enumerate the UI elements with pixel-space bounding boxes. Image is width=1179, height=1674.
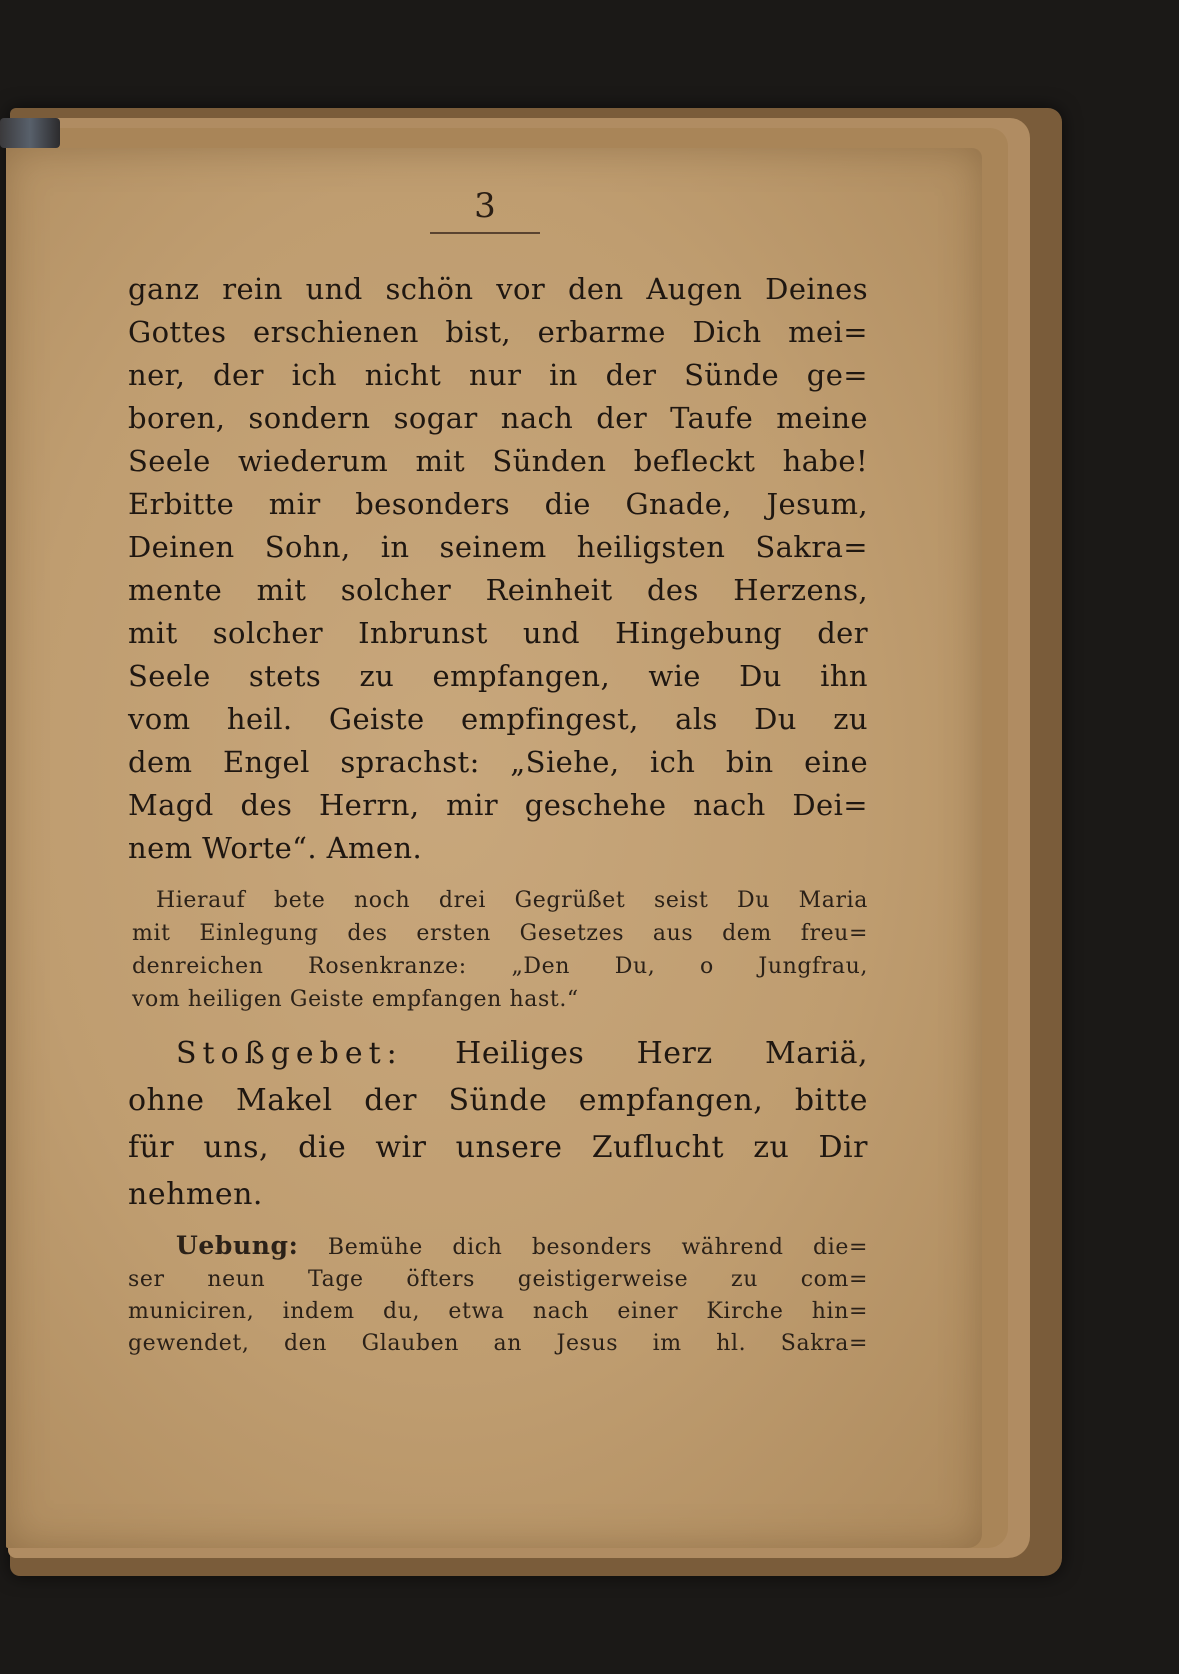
text-line: mit Einlegung des ersten Gesetzes aus dem freu= xyxy=(132,921,868,946)
page-number: 3 xyxy=(474,186,496,226)
page-text xyxy=(128,268,868,1360)
text-line: boren, sondern sogar nach der Taufe meine xyxy=(128,401,868,435)
exercise-first-line-text: Bemühe dich besonders während die= xyxy=(327,1235,868,1260)
text-line: für uns, die wir unsere Zuflucht zu Dir xyxy=(128,1130,868,1165)
text-line: dem Engel sprachst: „Siehe, ich bin eine xyxy=(128,745,868,779)
prayer-label: Stoßgebet: xyxy=(176,1036,403,1071)
text-line: ser neun Tage öfters geistigerweise zu com= xyxy=(128,1267,868,1292)
main-paragraph xyxy=(128,268,868,870)
text-line: vom heiligen Geiste empfangen hast.“ xyxy=(132,987,579,1012)
exercise-paragraph xyxy=(128,1230,868,1360)
text-line: mente mit solcher Reinheit des Herzens, xyxy=(128,573,868,607)
text-line: Erbitte mir besonders die Gnade, Jesum, xyxy=(128,487,868,521)
text-line: nehmen. xyxy=(128,1177,263,1212)
binding-ribbon xyxy=(0,118,60,148)
text-line: Seele stets zu empfangen, wie Du ihn xyxy=(128,659,868,693)
text-line: Hierauf bete noch drei Gegrüßet seist Du Maria xyxy=(156,888,868,913)
exercise-first-line xyxy=(128,1230,868,1264)
instruction-paragraph xyxy=(128,884,868,1016)
text-line: denreichen Rosenkranze: „Den Du, o Jungfrau, xyxy=(132,954,868,979)
text-line: Magd des Herrn, mir geschehe nach Dei= xyxy=(128,788,868,822)
text-line: Gottes erschienen bist, erbarme Dich mei= xyxy=(128,315,868,349)
text-line: ohne Makel der Sünde empfangen, bitte xyxy=(128,1083,868,1118)
text-line: ganz rein und schön vor den Augen Deines xyxy=(128,272,868,306)
text-line: gewendet, den Glauben an Jesus im hl. Sakra= xyxy=(128,1331,868,1356)
text-line: ner, der ich nicht nur in der Sünde ge= xyxy=(128,358,868,392)
text-line: vom heil. Geiste empfingest, als Du zu xyxy=(128,702,868,736)
prayer-first-line xyxy=(128,1030,868,1077)
text-line: mit solcher Inbrunst und Hingebung der xyxy=(128,616,868,650)
prayer-first-line-text: Heiliges Herz Mariä, xyxy=(455,1036,868,1071)
text-line: Seele wiederum mit Sünden befleckt habe! xyxy=(128,444,868,478)
text-line: Deinen Sohn, in seinem heiligsten Sakra= xyxy=(128,530,868,564)
exercise-label: Uebung: xyxy=(176,1231,299,1260)
page-number-rule xyxy=(430,232,540,234)
text-line: nem Worte“. Amen. xyxy=(128,831,423,865)
text-line: municiren, indem du, etwa nach einer Kirche hin= xyxy=(128,1299,868,1324)
prayer-paragraph xyxy=(128,1030,868,1218)
